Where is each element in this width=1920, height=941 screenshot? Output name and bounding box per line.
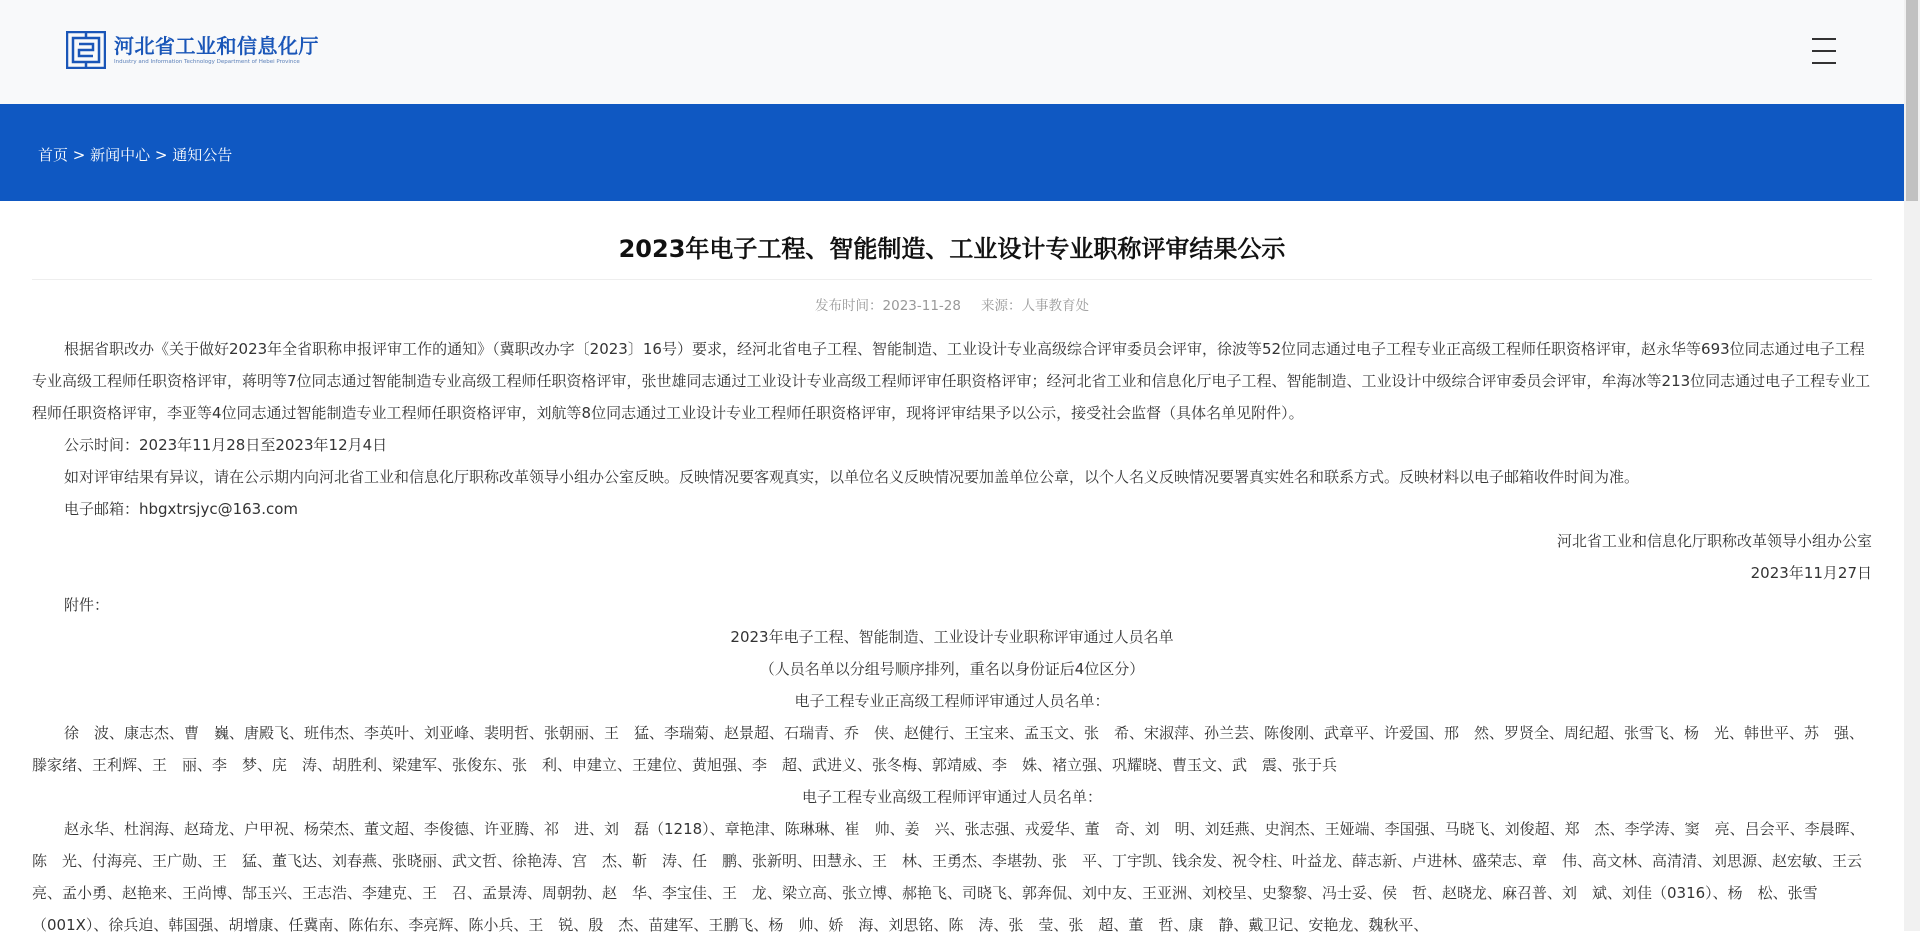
logo-subtitle: Industry and Information Technology Department of Hebei Province (114, 59, 300, 65)
scrollbar-thumb[interactable] (1906, 0, 1918, 201)
page-scrollbar[interactable] (1904, 0, 1920, 931)
contact-email[interactable]: 电子邮箱：hbgxtrsjyc@163.com (64, 500, 299, 518)
body-paragraph: 如对评审结果有异议，请在公示期内向河北省工业和信息化厅职称改革领导小组办公室反映。反映情况要客观真实，以单位名义反映情况要加盖单位公章，以个人名义反映情况要署真实姓名和联系方式。反映材料以电子邮箱收件时间为准。 (64, 468, 1640, 486)
article-meta (32, 297, 1872, 315)
publish-time: 发布时间：2023-11-28 (815, 298, 961, 314)
site-header (0, 0, 1904, 104)
list-note: （人员名单以分组号顺序排列，重名以身份证后4位区分） (759, 660, 1145, 678)
signature-org: 河北省工业和信息化厅职称改革领导小组办公室 (1556, 532, 1872, 550)
body-paragraph: 公示时间：2023年11月28日至2023年12月4日 (64, 436, 388, 454)
body-paragraph: 根据省职改办《关于做好2023年全省职称申报评审工作的通知》（冀职改办字〔2023〕16号）要求，经河北省电子工程、智能制造、工业设计专业高级综合评审委员会评审，徐波等52位同志通过电子工程专业正高级工程师任职资格评审，赵永华等693位同志通过电子工程专业高级工程师任职资格评审，蒋明等7位同志通过智能制造专业高级工程师任职资格评审，张世雄同志通过工业设计专业高级工程师评审任职资格评审；经河北省工业和信息化厅电子工程、智能制造、工业设计中级综合评审委员会评审，牟海冰等213位同志通过电子工程专业工程师任职资格评审，李亚等4位同志通过智能制造专业工程师任职资格评审，刘航等8位同志通过工业设计专业工程师任职资格评审，现将评审结果予以公示，接受社会监督（具体名单见附件）。 (32, 340, 1871, 422)
list-title: 2023年电子工程、智能制造、工业设计专业职称评审通过人员名单 (730, 628, 1174, 646)
breadcrumb-home[interactable]: 首页 (38, 146, 69, 164)
article-source: 来源：人事教育处 (980, 298, 1089, 314)
breadcrumb-separator: > (150, 146, 173, 164)
name-list: 赵永华、杜润海、赵琦龙、户甲祝、杨荣杰、董文超、李俊德、许亚腾、祁 进、刘 磊（1218）、章艳津、陈琳琳、崔 帅、姜 兴、张志强、戎爱华、董 奇、刘 明、刘廷燕、史润杰、王娅端、李国强、马晓飞、刘俊超、郑 杰、李学涛、窦 亮、吕会平、李晨晖、陈 光、付海亮、王广勋、王 猛、董飞达、刘春燕、张晓丽、武文哲、徐艳涛、宫 杰、靳 涛、任 鹏、张新明、田慧永、王 林、王勇杰、李堪勃、张 平、丁宇凯、钱余发、祝令柱、叶益龙、薛志新、卢进林、盛荣志、章 伟、高文林、高清清、刘思源、赵宏敏、王云亮、孟小勇、赵艳来、王尚博、郜玉兴、王志浩、李建克、王 召、孟景涛、周朝勃、赵 华、李宝佳、王 龙、梁立高、张立博、郝艳飞、司晓飞、郭奔侃、刘中友、王亚洲、刘校呈、史黎黎、冯士妥、侯 哲、赵晓龙、麻召普、刘 斌、刘佳（0316）、杨 松、张雪（001X）、徐兵迫、韩国强、胡增康、任冀南、陈佑东、李亮辉、陈小兵、王 锐、殷 杰、苗建军、王鹏飞、杨 帅、娇 海、刘思铭、陈 涛、张 莹、张 超、董 哲、康 静、戴卫记、安艳龙、魏秋平、 (32, 820, 1865, 934)
title-divider (32, 279, 1872, 280)
breadcrumb-notices[interactable]: 通知公告 (172, 146, 233, 164)
article-body (32, 333, 1872, 941)
attachment-label: 附件： (64, 596, 110, 614)
logo-title: 河北省工业和信息化厅 (114, 34, 319, 58)
group-title: 电子工程专业正高级工程师评审通过人员名单： (794, 692, 1110, 710)
article-title: 2023年电子工程、智能制造、工业设计专业职称评审结果公示 (618, 235, 1286, 263)
signature-date: 2023年11月27日 (1750, 564, 1872, 582)
logo-text (114, 34, 319, 66)
site-logo[interactable] (66, 31, 319, 69)
breadcrumb-separator: > (68, 146, 91, 164)
hamburger-menu-icon[interactable] (1812, 38, 1836, 64)
breadcrumb-news-center[interactable]: 新闻中心 (90, 146, 151, 164)
breadcrumb-banner (0, 104, 1904, 201)
breadcrumb (38, 144, 232, 165)
name-list: 徐 波、康志杰、曹 巍、唐殿飞、班伟杰、李英叶、刘亚峰、裴明哲、张朝丽、王 猛、李瑞菊、赵景超、石瑞青、乔 侠、赵健行、王宝来、孟玉文、张 希、宋淑萍、孙兰芸、陈俊刚、武章平、许爱国、邢 然、罗贤全、周纪超、张雪飞、杨 光、韩世平、苏 强、滕家绪、王利辉、王 丽、李 梦、庑 涛、胡胜利、梁建军、张俊东、张 利、申建立、王建位、黄旭强、李 超、武进义、张冬梅、郭靖威、李 姝、褚立强、巩耀晓、曹玉文、武 震、张于兵 (32, 724, 1865, 774)
logo-emblem-icon (66, 31, 106, 69)
group-title: 电子工程专业高级工程师评审通过人员名单： (801, 788, 1102, 806)
